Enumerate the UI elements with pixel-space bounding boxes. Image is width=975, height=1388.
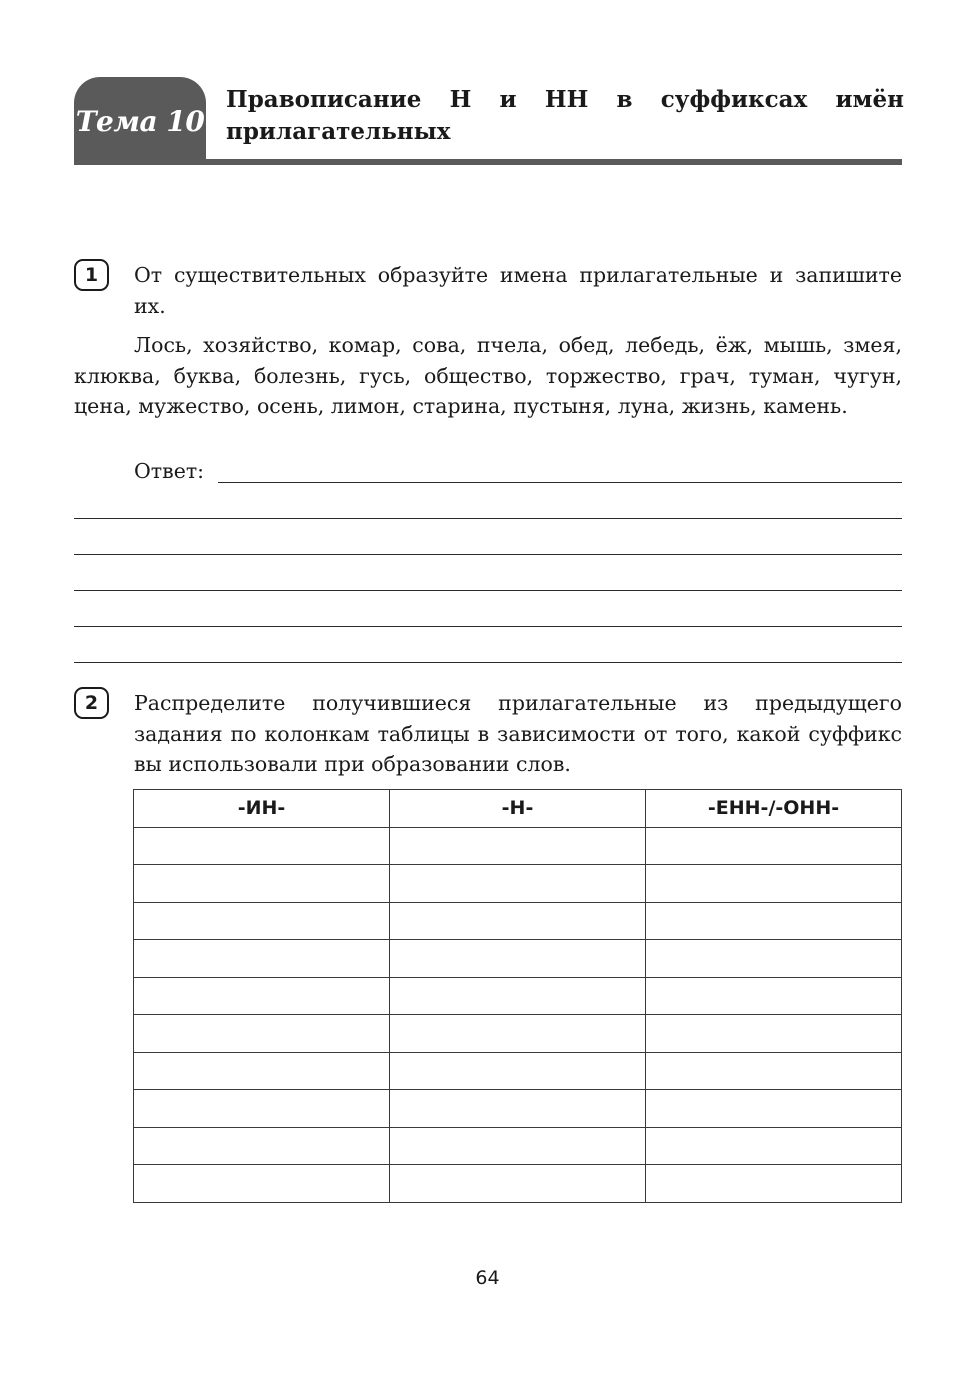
table-cell[interactable]: [646, 1015, 902, 1053]
suffix-table: [133, 789, 902, 1203]
table-row: [134, 1090, 902, 1128]
table-cell[interactable]: [134, 1052, 390, 1090]
table-row: [134, 865, 902, 903]
table-cell[interactable]: [390, 827, 646, 865]
task2-instruction: Распределите получившиеся прилагательные из предыдущего задания по колонкам таблицы в зависимости от того, какой суффикс вы использовали при образовании слов.: [134, 691, 902, 776]
table-cell[interactable]: [390, 1165, 646, 1203]
table-cell[interactable]: [134, 902, 390, 940]
table-row: [134, 977, 902, 1015]
answer-line[interactable]: [74, 626, 902, 627]
column-header-n: -Н-: [390, 790, 646, 828]
table-cell[interactable]: [646, 1165, 902, 1203]
table-cell[interactable]: [390, 1127, 646, 1165]
table-header-row: [134, 790, 902, 828]
answer-line[interactable]: [74, 590, 902, 591]
table-cell[interactable]: [390, 940, 646, 978]
table-row: [134, 940, 902, 978]
table-cell[interactable]: [646, 865, 902, 903]
table-row: [134, 1127, 902, 1165]
table-cell[interactable]: [134, 940, 390, 978]
column-header-in: -ИН-: [134, 790, 390, 828]
answer-line[interactable]: [74, 554, 902, 555]
table-cell[interactable]: [646, 1127, 902, 1165]
table-row: [134, 827, 902, 865]
table-cell[interactable]: [646, 902, 902, 940]
task-number-1: 1: [74, 259, 109, 291]
table-cell[interactable]: [390, 1015, 646, 1053]
table-cell[interactable]: [646, 827, 902, 865]
table-cell[interactable]: [390, 1052, 646, 1090]
table-row: [134, 1015, 902, 1053]
table-cell[interactable]: [134, 865, 390, 903]
table-cell[interactable]: [134, 1127, 390, 1165]
table-body: [134, 827, 902, 1202]
page-number: 64: [475, 1267, 500, 1289]
page-title: Правописание Н и НН в суффиксах имён прилагательных: [226, 86, 904, 145]
topic-tab: [74, 77, 206, 165]
answer-line[interactable]: [74, 518, 902, 519]
topic-label: Тема 10: [75, 104, 205, 138]
table-row: [134, 902, 902, 940]
table-cell[interactable]: [134, 827, 390, 865]
task1-word-list: Лось, хозяйство, комар, сова, пчела, обед, лебедь, ёж, мышь, змея, клюква, буква, болезнь, гусь, общество, торжество, грач, туман, чугун, цена, мужество, осень, лимон, старина, пустыня, луна, жизнь, камень.: [74, 333, 902, 418]
table-cell[interactable]: [134, 1090, 390, 1128]
table-cell[interactable]: [134, 1165, 390, 1203]
table-cell[interactable]: [646, 1090, 902, 1128]
task1-instruction: От существительных образуйте имена прилагательные и запишите их.: [134, 263, 902, 318]
table-row: [134, 1165, 902, 1203]
table-cell[interactable]: [646, 977, 902, 1015]
table-cell[interactable]: [134, 1015, 390, 1053]
task-number-2: 2: [74, 687, 109, 719]
table-cell[interactable]: [134, 977, 390, 1015]
table-cell[interactable]: [390, 977, 646, 1015]
header-rule: [74, 159, 902, 165]
column-header-enn-onn: -ЕНН-/-ОНН-: [646, 790, 902, 828]
table-cell[interactable]: [646, 1052, 902, 1090]
table-cell[interactable]: [390, 902, 646, 940]
answer-line[interactable]: [74, 662, 902, 663]
answer-line[interactable]: [218, 482, 902, 483]
table-row: [134, 1052, 902, 1090]
table-cell[interactable]: [390, 865, 646, 903]
answer-label: Ответ:: [134, 459, 205, 483]
table-cell[interactable]: [646, 940, 902, 978]
table-cell[interactable]: [390, 1090, 646, 1128]
